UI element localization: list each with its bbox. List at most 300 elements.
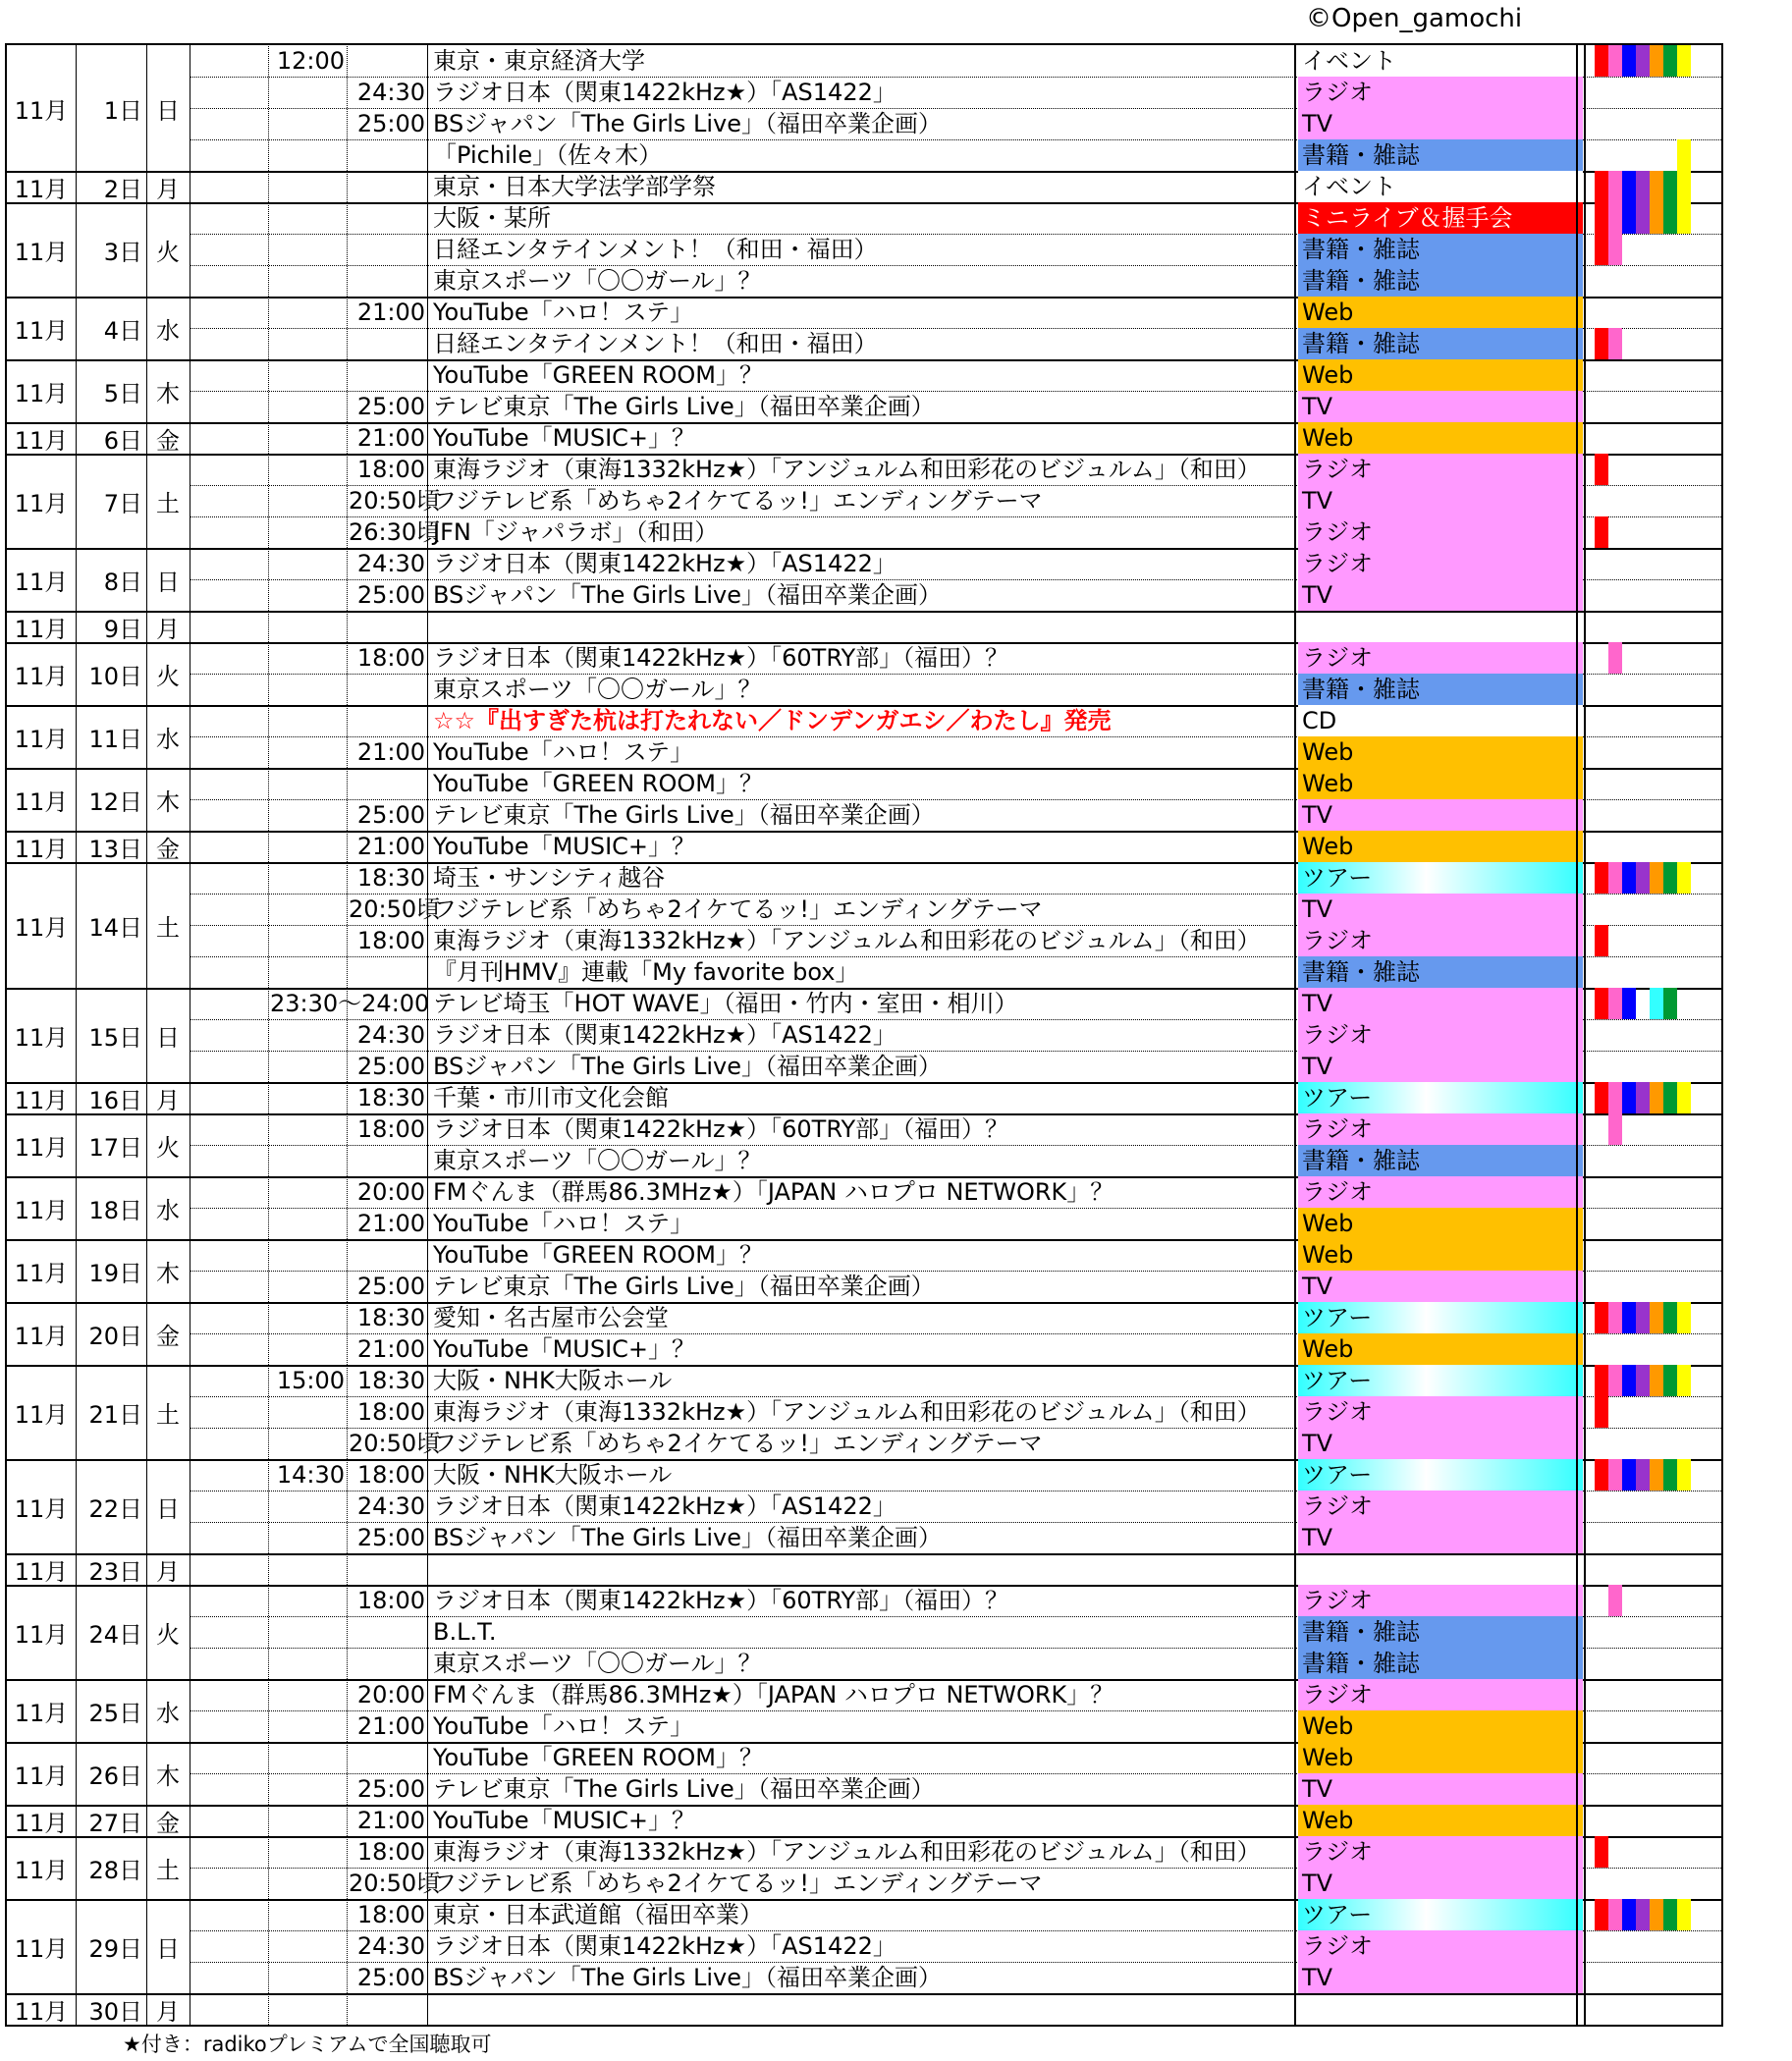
member-bar-red <box>1595 1082 1608 1113</box>
event-title: 埼玉・サンシティ越谷 <box>433 864 666 892</box>
member-color-bars <box>1595 171 1720 202</box>
category-cell: TV <box>1298 988 1583 1019</box>
member-bar-pink <box>1608 1899 1622 1930</box>
member-bar-purple <box>1636 862 1650 894</box>
broadcast-time: 18:30 <box>356 864 425 892</box>
event-title: 東海ラジオ（東海1332kHz★）「アンジュルム和田彩花のビジュルム」（和田） <box>433 456 1261 483</box>
schedule-row <box>7 925 1721 956</box>
month-cell: 11月 <box>14 238 69 266</box>
category-cell: Web <box>1298 1805 1583 1836</box>
broadcast-time <box>349 359 427 391</box>
member-bar-blue <box>1622 171 1636 202</box>
weekday-cell: 土 <box>156 1400 180 1429</box>
member-color-bars <box>1595 77 1720 108</box>
category-cell: ラジオ <box>1298 1930 1583 1962</box>
month-cell: 11月 <box>14 1809 69 1837</box>
schedule-row <box>7 799 1721 831</box>
member-color-bars <box>1595 1365 1720 1396</box>
member-bar-red <box>1595 454 1608 485</box>
category-cell: ラジオ <box>1298 1019 1583 1051</box>
schedule-row <box>7 1051 1721 1082</box>
month-cell: 11月 <box>14 1259 69 1287</box>
day-cell: 17日 <box>88 1133 142 1162</box>
member-bar-yellow <box>1677 171 1691 202</box>
broadcast-time: 26:30頃 <box>349 518 441 546</box>
broadcast-time: 24:30 <box>356 1492 425 1520</box>
broadcast-time: 24:30 <box>356 1932 425 1960</box>
member-color-bars <box>1595 1805 1720 1836</box>
event-title: 東海ラジオ（東海1332kHz★）「アンジュルム和田彩花のビジュルム」（和田） <box>433 927 1261 954</box>
member-bar-purple <box>1636 202 1650 234</box>
start-time <box>270 1333 345 1365</box>
start-time: 15:00 <box>276 1367 345 1394</box>
category-cell: ツアー <box>1298 1365 1583 1396</box>
weekday-cell: 月 <box>156 175 180 203</box>
member-color-bars <box>1595 1930 1720 1962</box>
member-color-bars <box>1595 391 1720 422</box>
broadcast-time: 25:00 <box>356 1273 425 1300</box>
event-title: BSジャパン「The Girls Live」（福田卒業企画） <box>433 110 943 137</box>
event-title: テレビ東京「The Girls Live」（福田卒業企画） <box>433 393 935 420</box>
schedule-row <box>7 1679 1721 1710</box>
broadcast-time: 20:00 <box>356 1178 425 1206</box>
broadcast-time: 20:50頃 <box>349 1870 441 1897</box>
event-title: ラジオ日本（関東1422kHz★）「60TRY部」（福田）？ <box>433 644 1009 672</box>
schedule-row <box>7 1742 1721 1773</box>
category-cell: TV <box>1298 1051 1583 1082</box>
month-cell: 11月 <box>14 787 69 816</box>
category-cell: 書籍・雑誌 <box>1298 674 1583 705</box>
broadcast-time: 21:00 <box>356 738 425 766</box>
day-cell: 20日 <box>88 1322 142 1350</box>
broadcast-time <box>349 1239 427 1271</box>
event-title: フジテレビ系「めちゃ2イケてるッ!」エンディングテーマ <box>433 1870 1043 1897</box>
member-bar-yellow <box>1677 45 1691 77</box>
member-color-bars <box>1595 1176 1720 1208</box>
member-color-bars <box>1595 1648 1720 1679</box>
member-bar-green <box>1663 1459 1677 1491</box>
broadcast-time: 21:00 <box>356 424 425 452</box>
category-cell: Web <box>1298 1239 1583 1271</box>
broadcast-time: 25:00 <box>356 581 425 609</box>
category-cell: ラジオ <box>1298 1176 1583 1208</box>
member-color-bars <box>1595 956 1720 988</box>
member-bar-pink <box>1608 1302 1622 1333</box>
start-time <box>270 1113 345 1145</box>
weekday-cell: 火 <box>156 1620 180 1649</box>
start-time <box>270 171 345 202</box>
start-time <box>270 1648 345 1679</box>
category-cell: 書籍・雑誌 <box>1298 1616 1583 1648</box>
weekday-cell: 土 <box>156 489 180 517</box>
schedule-row <box>7 1113 1721 1145</box>
start-time <box>270 1271 345 1302</box>
month-cell: 11月 <box>14 1322 69 1350</box>
month-cell: 11月 <box>14 725 69 753</box>
broadcast-time: 24:30 <box>356 1021 425 1049</box>
schedule-row <box>7 1522 1721 1553</box>
member-bar-green <box>1663 1899 1677 1930</box>
category-cell: ミニライブ＆握手会 <box>1298 202 1583 234</box>
month-cell: 11月 <box>14 426 69 455</box>
event-title: ☆☆『出すぎた杭は打たれない／ドンデンガエシ／わたし』発売 <box>433 707 1112 734</box>
member-color-bars <box>1595 202 1720 234</box>
column-rule <box>268 43 269 2025</box>
start-time <box>270 1302 345 1333</box>
category-cell: TV <box>1298 1271 1583 1302</box>
schedule-row <box>7 1082 1721 1113</box>
event-title: YouTube「GREEN ROOM」？ <box>433 770 763 797</box>
member-bar-red <box>1595 988 1608 1019</box>
month-cell: 11月 <box>14 835 69 863</box>
broadcast-time: 18:30 <box>356 1304 425 1331</box>
start-time <box>270 1176 345 1208</box>
start-time <box>270 1051 345 1082</box>
category-cell: ラジオ <box>1298 1585 1583 1616</box>
event-title: 東京スポーツ「〇〇ガール」？ <box>433 676 762 703</box>
month-cell: 11月 <box>14 1762 69 1790</box>
member-color-bars <box>1595 454 1720 485</box>
day-cell: 1日 <box>103 96 142 125</box>
broadcast-time <box>349 705 427 736</box>
broadcast-time: 21:00 <box>356 1335 425 1363</box>
column-rule <box>146 43 147 2025</box>
schedule-row <box>7 1899 1721 1930</box>
start-time <box>270 422 345 454</box>
broadcast-time: 18:00 <box>356 1398 425 1426</box>
event-title: 大阪・NHK大阪ホール <box>433 1461 673 1489</box>
member-color-bars <box>1595 611 1720 642</box>
member-color-bars <box>1595 1553 1720 1585</box>
member-bar-yellow <box>1677 202 1691 234</box>
start-time <box>270 1396 345 1428</box>
month-cell: 11月 <box>14 1400 69 1429</box>
member-bar-pink <box>1608 988 1622 1019</box>
member-bar-yellow <box>1677 139 1691 171</box>
schedule-row <box>7 674 1721 705</box>
member-color-bars <box>1595 548 1720 579</box>
day-cell: 19日 <box>88 1259 142 1287</box>
member-color-bars <box>1595 265 1720 297</box>
category-cell: 書籍・雑誌 <box>1298 139 1583 171</box>
category-cell <box>1298 611 1583 642</box>
start-time <box>270 925 345 956</box>
member-color-bars <box>1595 1302 1720 1333</box>
schedule-row <box>7 328 1721 359</box>
schedule-row <box>7 265 1721 297</box>
category-cell: Web <box>1298 422 1583 454</box>
member-bar-red <box>1595 1459 1608 1491</box>
start-time <box>270 359 345 391</box>
start-time <box>270 485 345 516</box>
weekday-cell: 日 <box>156 1023 180 1052</box>
member-bar-red <box>1595 1396 1608 1428</box>
member-bar-green <box>1663 202 1677 234</box>
weekday-cell: 月 <box>156 1086 180 1114</box>
broadcast-time: 18:00 <box>356 1587 425 1614</box>
broadcast-time <box>349 956 427 988</box>
category-cell: ラジオ <box>1298 1836 1583 1868</box>
member-color-bars <box>1595 359 1720 391</box>
member-bar-pink <box>1608 328 1622 359</box>
day-cell: 23日 <box>88 1557 142 1586</box>
member-bar-green <box>1663 1082 1677 1113</box>
event-title: YouTube「MUSIC+」？ <box>433 1807 696 1834</box>
member-bar-blue <box>1622 202 1636 234</box>
schedule-row <box>7 139 1721 171</box>
member-bar-purple <box>1636 1899 1650 1930</box>
month-cell: 11月 <box>14 1196 69 1224</box>
day-divider <box>7 2025 1721 2027</box>
event-title: YouTube「GREEN ROOM」？ <box>433 1744 763 1771</box>
event-title: 『月刊HMV』連載「My favorite box」 <box>433 958 859 986</box>
weekday-cell: 月 <box>156 1557 180 1586</box>
member-color-bars <box>1595 1082 1720 1113</box>
column-rule <box>1584 43 1586 2025</box>
start-time <box>270 1962 345 1993</box>
member-bar-blue <box>1622 1899 1636 1930</box>
day-cell: 10日 <box>88 662 142 690</box>
schedule-row <box>7 234 1721 265</box>
member-bar-red <box>1595 1365 1608 1396</box>
member-color-bars <box>1595 674 1720 705</box>
event-title: テレビ東京「The Girls Live」（福田卒業企画） <box>433 1273 935 1300</box>
broadcast-time <box>349 674 427 705</box>
member-bar-pink <box>1608 171 1622 202</box>
member-bar-yellow <box>1677 862 1691 894</box>
event-title <box>431 1553 1297 1585</box>
event-title: 東京・日本武道館（福田卒業） <box>433 1901 763 1928</box>
member-bar-orange <box>1650 45 1663 77</box>
broadcast-time <box>349 768 427 799</box>
member-bar-orange <box>1650 862 1663 894</box>
start-time <box>270 108 345 139</box>
member-bar-yellow <box>1677 1082 1691 1113</box>
member-bar-red <box>1595 862 1608 894</box>
event-title: BSジャパン「The Girls Live」（福田卒業企画） <box>433 1524 943 1551</box>
column-rule <box>1294 43 1296 2025</box>
member-bar-orange <box>1650 171 1663 202</box>
broadcast-time: 23:30～24:00 <box>270 990 430 1017</box>
weekday-cell: 日 <box>156 96 180 125</box>
day-cell: 12日 <box>88 787 142 816</box>
member-color-bars <box>1595 579 1720 611</box>
start-time <box>270 297 345 328</box>
event-title: YouTube「ハロ！ステ」 <box>433 1210 694 1237</box>
member-color-bars <box>1595 516 1720 548</box>
member-color-bars <box>1595 422 1720 454</box>
member-bar-red <box>1595 516 1608 548</box>
broadcast-time: 21:00 <box>356 1210 425 1237</box>
member-color-bars <box>1595 234 1720 265</box>
start-time <box>270 1522 345 1553</box>
category-cell: イベント <box>1298 45 1583 77</box>
category-cell: ラジオ <box>1298 516 1583 548</box>
start-time: 12:00 <box>276 47 345 75</box>
member-color-bars <box>1595 1868 1720 1899</box>
month-cell: 11月 <box>14 96 69 125</box>
schedule-row <box>7 1868 1721 1899</box>
event-title: ラジオ日本（関東1422kHz★）「AS1422」 <box>433 1492 896 1520</box>
category-cell: ツアー <box>1298 1302 1583 1333</box>
event-title: 東京スポーツ「〇〇ガール」？ <box>433 1650 762 1677</box>
start-time <box>270 736 345 768</box>
start-time <box>270 391 345 422</box>
month-cell: 11月 <box>14 615 69 643</box>
member-bar-purple <box>1636 1302 1650 1333</box>
weekday-cell: 金 <box>156 1809 180 1837</box>
broadcast-time: 20:50頃 <box>349 895 441 923</box>
weekday-cell: 金 <box>156 1322 180 1350</box>
schedule-row <box>7 1365 1721 1396</box>
schedule-row <box>7 1993 1721 2025</box>
schedule-row <box>7 1648 1721 1679</box>
column-rule <box>76 43 77 2025</box>
event-title: YouTube「ハロ！ステ」 <box>433 1712 694 1740</box>
member-color-bars <box>1595 328 1720 359</box>
member-bar-blue <box>1622 988 1636 1019</box>
member-bar-orange <box>1650 1365 1663 1396</box>
start-time <box>270 799 345 831</box>
broadcast-time: 21:00 <box>356 1807 425 1834</box>
copyright-credit: ©Open_gamochi <box>1306 4 1523 33</box>
day-cell: 24日 <box>88 1620 142 1649</box>
month-cell: 11月 <box>14 1557 69 1586</box>
footnote: ★付き：radikoプレミアムで全国聴取可 <box>123 2033 492 2056</box>
category-cell: Web <box>1298 297 1583 328</box>
start-time <box>270 328 345 359</box>
month-cell: 11月 <box>14 662 69 690</box>
event-title: 大阪・NHK大阪ホール <box>433 1367 673 1394</box>
member-bar-blue <box>1622 1302 1636 1333</box>
day-cell: 15日 <box>88 1023 142 1052</box>
broadcast-time: 21:00 <box>356 833 425 860</box>
member-bar-pink <box>1608 45 1622 77</box>
start-time <box>270 768 345 799</box>
event-title: YouTube「MUSIC+」？ <box>433 833 696 860</box>
category-cell: TV <box>1298 799 1583 831</box>
column-rule <box>347 43 348 2025</box>
broadcast-time: 25:00 <box>356 110 425 137</box>
schedule-row <box>7 736 1721 768</box>
start-time <box>270 1742 345 1773</box>
category-cell: ツアー <box>1298 862 1583 894</box>
member-bar-cyan <box>1650 988 1663 1019</box>
member-color-bars <box>1595 768 1720 799</box>
start-time <box>270 454 345 485</box>
schedule-row <box>7 1836 1721 1868</box>
broadcast-time: 21:00 <box>356 298 425 326</box>
member-color-bars <box>1595 1208 1720 1239</box>
member-color-bars <box>1595 1271 1720 1302</box>
member-bar-red <box>1595 45 1608 77</box>
broadcast-time: 18:30 <box>356 1084 425 1112</box>
broadcast-time: 20:00 <box>356 1681 425 1708</box>
event-title: ラジオ日本（関東1422kHz★）「60TRY部」（福田）？ <box>433 1115 1009 1143</box>
day-cell: 7日 <box>103 489 142 517</box>
member-color-bars <box>1595 642 1720 674</box>
member-color-bars <box>1595 1459 1720 1491</box>
schedule-row <box>7 1333 1721 1365</box>
event-title: テレビ東京「The Girls Live」（福田卒業企画） <box>433 801 935 829</box>
weekday-cell: 水 <box>156 316 180 345</box>
member-bar-pink <box>1608 862 1622 894</box>
broadcast-time: 25:00 <box>356 393 425 420</box>
event-title: テレビ埼玉「HOT WAVE」（福田・竹内・室田・相川） <box>433 990 1018 1017</box>
category-cell: ラジオ <box>1298 1396 1583 1428</box>
category-cell: Web <box>1298 768 1583 799</box>
day-cell: 21日 <box>88 1400 142 1429</box>
member-bar-purple <box>1636 45 1650 77</box>
member-bar-red <box>1595 1899 1608 1930</box>
day-cell: 29日 <box>88 1934 142 1963</box>
event-title: 千葉・市川市文化会館 <box>433 1084 669 1112</box>
schedule-row <box>7 1176 1721 1208</box>
category-cell: 書籍・雑誌 <box>1298 234 1583 265</box>
weekday-cell: 木 <box>156 1762 180 1790</box>
broadcast-time: 18:00 <box>356 456 425 483</box>
day-cell: 9日 <box>103 615 142 643</box>
schedule-row <box>7 1271 1721 1302</box>
member-bar-orange <box>1650 202 1663 234</box>
schedule-row <box>7 1302 1721 1333</box>
start-time <box>270 202 345 234</box>
day-cell: 8日 <box>103 568 142 596</box>
event-title: ラジオ日本（関東1422kHz★）「AS1422」 <box>433 1021 896 1049</box>
broadcast-time: 24:30 <box>356 550 425 577</box>
schedule-row <box>7 454 1721 485</box>
weekday-cell: 月 <box>156 615 180 643</box>
broadcast-time: 21:00 <box>356 1712 425 1740</box>
category-cell: 書籍・雑誌 <box>1298 1145 1583 1176</box>
member-bar-green <box>1663 862 1677 894</box>
day-cell: 16日 <box>88 1086 142 1114</box>
event-title: 東海ラジオ（東海1332kHz★）「アンジュルム和田彩花のビジュルム」（和田） <box>433 1398 1261 1426</box>
member-color-bars <box>1595 1051 1720 1082</box>
schedule-row <box>7 77 1721 108</box>
category-cell: TV <box>1298 1962 1583 1993</box>
category-cell: ラジオ <box>1298 77 1583 108</box>
weekday-cell: 日 <box>156 568 180 596</box>
category-cell: TV <box>1298 1428 1583 1459</box>
category-cell: 書籍・雑誌 <box>1298 328 1583 359</box>
broadcast-time: 20:50頃 <box>349 1430 441 1457</box>
event-title: テレビ東京「The Girls Live」（福田卒業企画） <box>433 1775 935 1803</box>
start-time <box>270 611 345 642</box>
category-cell: TV <box>1298 1773 1583 1805</box>
member-bar-green <box>1663 45 1677 77</box>
category-cell: ツアー <box>1298 1899 1583 1930</box>
schedule-row <box>7 516 1721 548</box>
broadcast-time: 25:00 <box>356 801 425 829</box>
member-color-bars <box>1595 1396 1720 1428</box>
schedule-row <box>7 391 1721 422</box>
start-time <box>270 1239 345 1271</box>
member-bar-red <box>1595 1836 1608 1868</box>
schedule-row <box>7 1585 1721 1616</box>
category-cell: TV <box>1298 485 1583 516</box>
category-cell: ラジオ <box>1298 1113 1583 1145</box>
start-time <box>270 862 345 894</box>
member-color-bars <box>1595 1145 1720 1176</box>
category-cell: ツアー <box>1298 1082 1583 1113</box>
schedule-table <box>5 43 1723 2027</box>
broadcast-time <box>349 1742 427 1773</box>
broadcast-time: 18:00 <box>356 927 425 954</box>
start-time <box>270 705 345 736</box>
member-bar-purple <box>1636 1365 1650 1396</box>
schedule-row <box>7 45 1721 77</box>
